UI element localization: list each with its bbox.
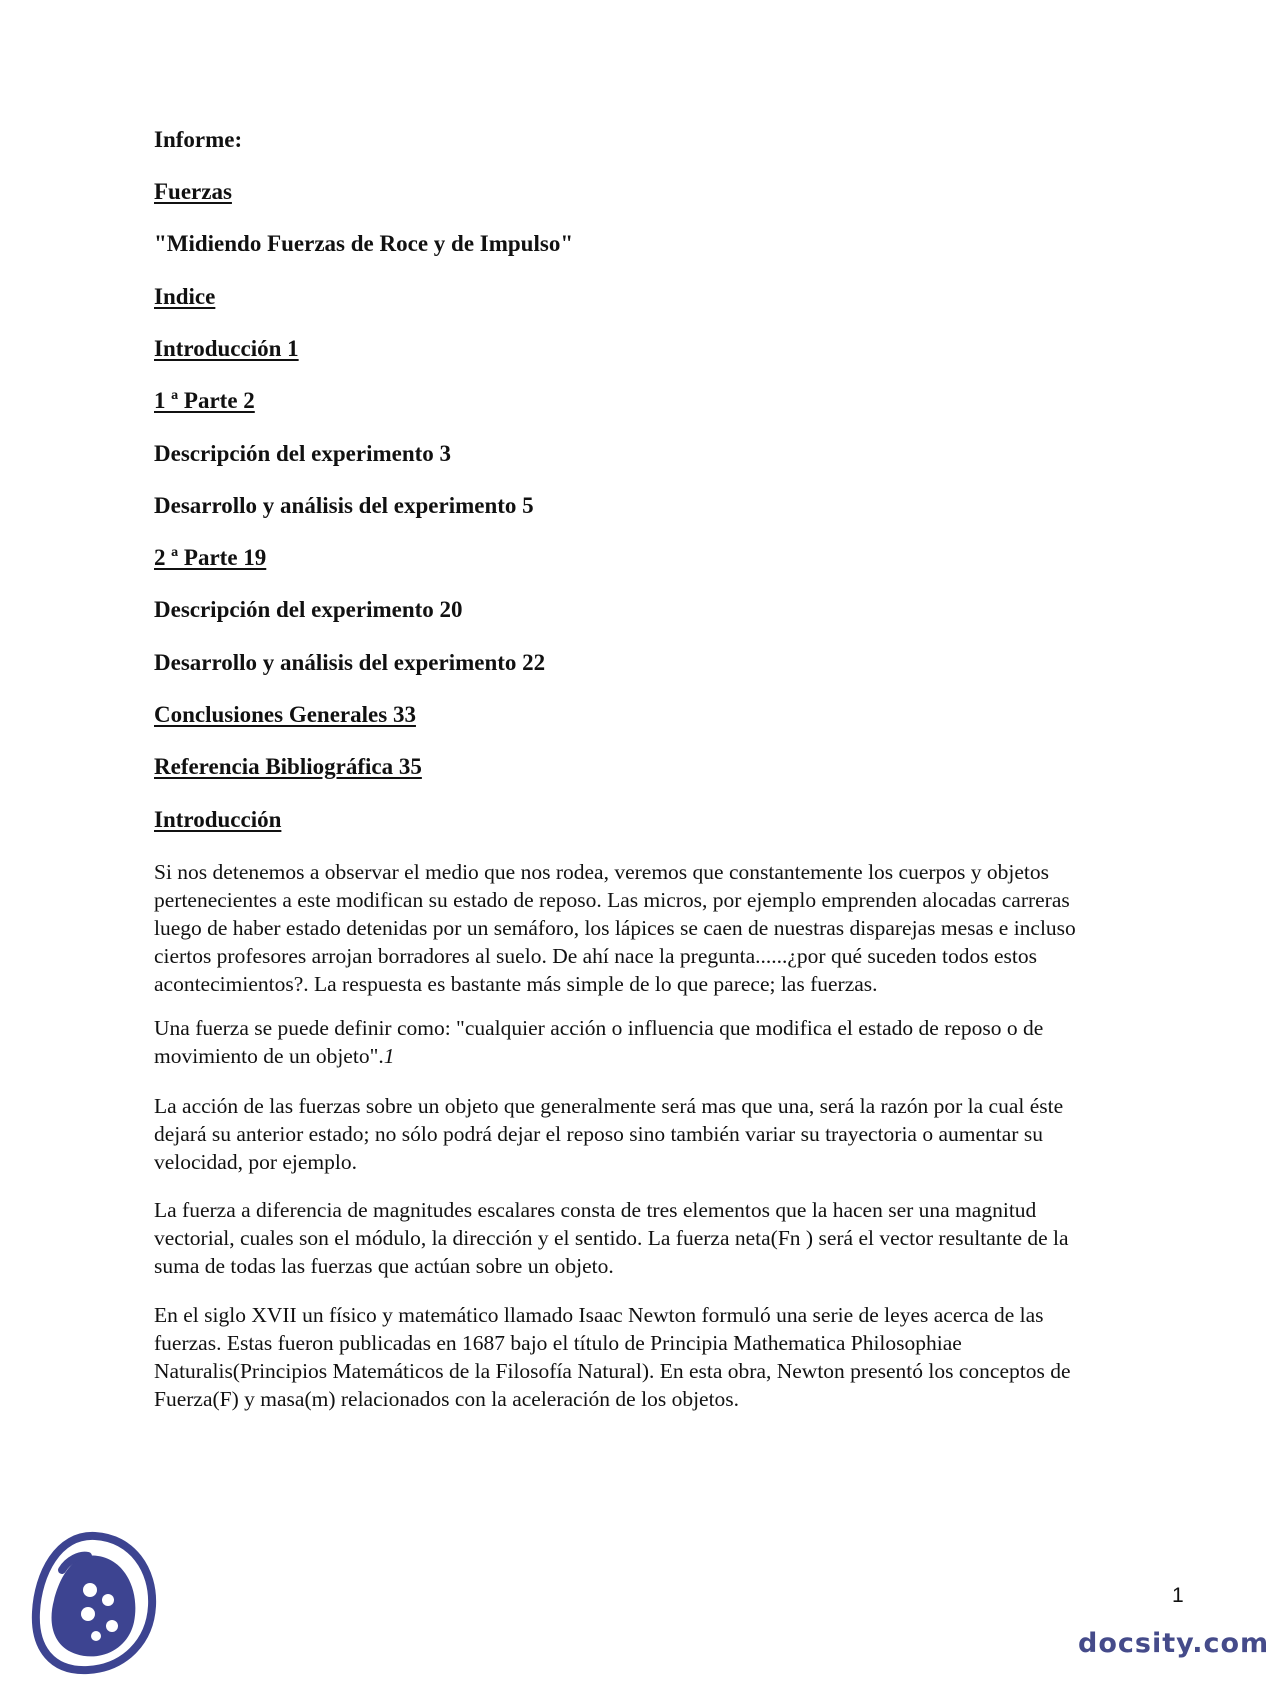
index-item: Desarrollo y análisis del experimento 5 — [154, 493, 534, 518]
paragraph: Una fuerza se puede definir como: "cualquier acción o influencia que modifica el estado de reposo o de movimiento de un objeto".1 — [154, 1016, 1044, 1068]
index-item: 1 ª Parte 2 — [154, 388, 255, 413]
report-title: "Midiendo Fuerzas de Roce y de Impulso" — [154, 231, 574, 256]
paragraph: La fuerza a diferencia de magnitudes escalares consta de tres elementos que la hacen ser una magnitud vectorial, cuales son el módulo, la dirección y el sentido. La fuerza neta(Fn ) será el vector resultante de la suma de todas las fuerzas que actúan sobre un objeto. — [154, 1198, 1069, 1278]
index-item: Desarrollo y análisis del experimento 22 — [154, 650, 546, 675]
paragraph: En el siglo XVII un físico y matemático llamado Isaac Newton formuló una serie de leyes acerca de las fuerzas. Estas fueron publicadas en 1687 bajo el título de Principia Mathematica Philosophiae Naturalis(Principios Matemáticos de la Filosofía Natural). En esta obra, Newton presentó los conceptos de Fuerza(F) y masa(m) relacionados con la aceleración de los objetos. — [154, 1303, 1071, 1411]
subject-heading: Fuerzas — [154, 179, 232, 204]
index-item: Descripción del experimento 3 — [154, 441, 452, 466]
index-item: Conclusiones Generales 33 — [154, 702, 416, 727]
index-heading: Indice — [154, 284, 216, 309]
docsity-wordmark[interactable]: docsity.com — [1078, 1628, 1270, 1659]
page-number: 1 — [1172, 1584, 1184, 1607]
paragraph: Si nos detenemos a observar el medio que nos rodea, veremos que constantemente los cuerpos y objetos pertenecientes a este modifican su estado de reposo. Las micros, por ejemplo emprenden alocadas carreras luego de haber estado detenidas por un semáforo, los lápices se caen de nuestras disparejas mesas e incluso ciertos profesores arrojan borradores al suelo. De ahí nace la pregunta......¿por qué suceden todos estos acontecimientos?. La respuesta es bastante más simple de lo que parece; las fuerzas. — [154, 860, 1076, 996]
paragraph: La acción de las fuerzas sobre un objeto que generalmente será mas que una, será la razón por la cual éste dejará su anterior estado; no sólo podrá dejar el reposo sino también variar su trayectoria o aumentar su velocidad, por ejemplo. — [154, 1094, 1064, 1174]
section-heading-introduccion: Introducción — [154, 807, 282, 832]
index-item: Descripción del experimento 20 — [154, 597, 463, 622]
index-item: 2 ª Parte 19 — [154, 545, 267, 570]
index-item: Referencia Bibliográfica 35 — [154, 754, 422, 779]
index-item: Introducción 1 — [154, 336, 299, 361]
report-label: Informe: — [154, 127, 243, 152]
docsity-logo-icon — [28, 1530, 162, 1680]
footnote-marker: 1 — [383, 1044, 395, 1068]
